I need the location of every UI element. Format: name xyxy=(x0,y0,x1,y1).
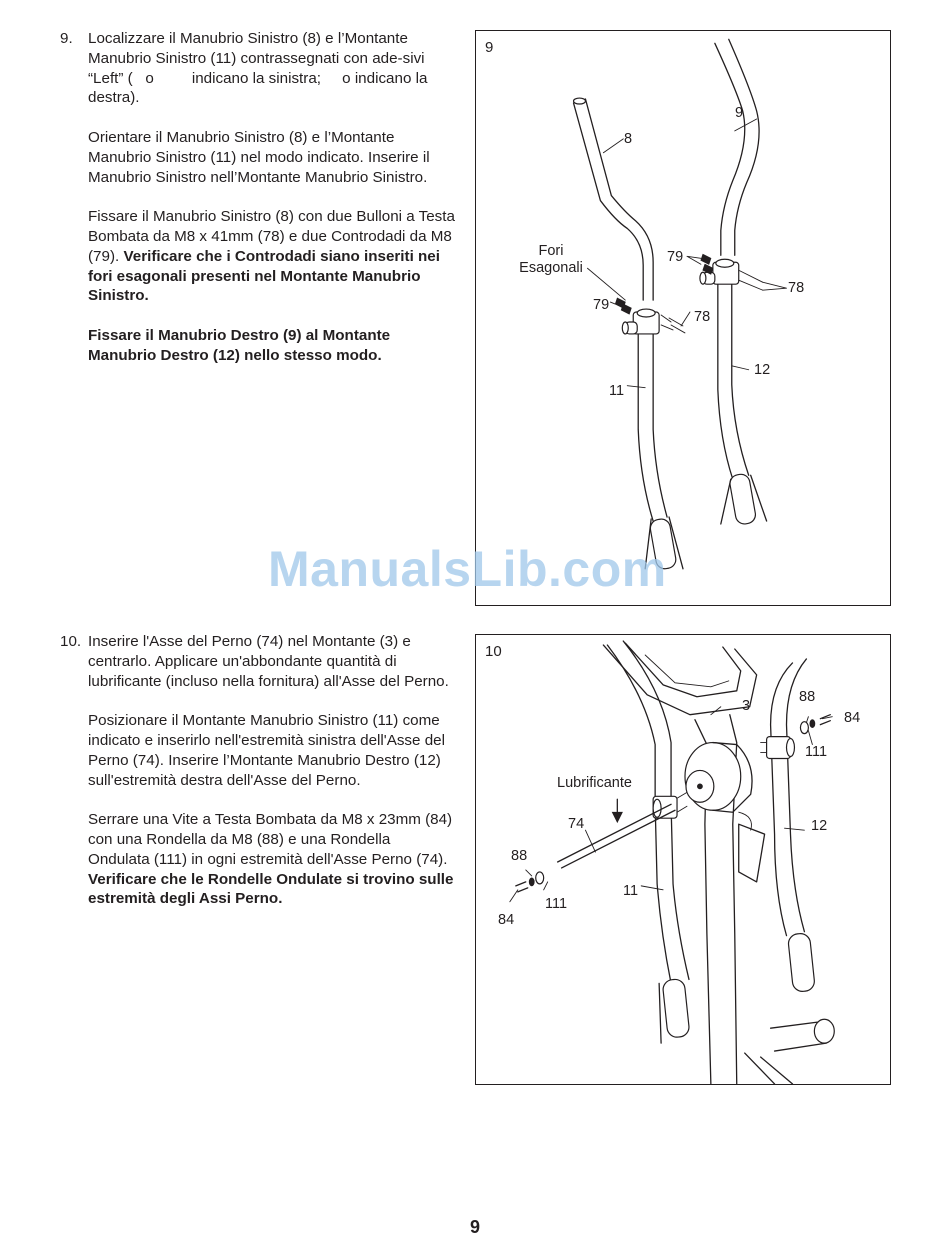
callout-part-8: 8 xyxy=(624,131,633,147)
figure-number: 10 xyxy=(485,643,502,660)
callout-part-84-top: 84 xyxy=(844,710,861,726)
handlebar-diagram xyxy=(476,31,890,605)
callout-part-9: 9 xyxy=(735,105,744,121)
figure-number: 9 xyxy=(485,39,494,56)
step-paragraph: Posizionare il Montante Manubrio Sinistro (11) come indicato e inserirlo nell'estremità sinistra dell'Asse del Perno (74). Inserire l’Montante Manubrio Destro (12) sull'estremità destra dell'Asse del Perno. xyxy=(88,712,445,789)
step-number: 10. xyxy=(60,633,82,650)
callout-part-3: 3 xyxy=(742,698,751,714)
callout-part-78-right: 78 xyxy=(788,280,805,296)
page-number: 9 xyxy=(469,1217,480,1237)
callout-part-111-top: 111 xyxy=(805,744,828,760)
step-9-instructions xyxy=(60,29,455,385)
callout-part-12: 12 xyxy=(754,362,771,378)
figure-9-handlebar-assembly xyxy=(475,30,891,606)
callout-part-11: 11 xyxy=(623,883,639,899)
step-paragraph: Serrare una Vite a Testa Bombata da M8 x 23mm (84) con una Rondella da M8 (88) e una Rondella Ondulata (111) in ogni estremità dell'Asse Perno (74). Verificare che le Rondelle Ondulate si trovino sulle estremità degli Assi Perno. xyxy=(88,811,454,908)
callout-part-111-left: 111 xyxy=(545,896,568,912)
callout-lubrificante: Lubrificante xyxy=(557,775,632,791)
callout-part-88-left: 88 xyxy=(511,848,528,864)
step-paragraph: Localizzare il Manubrio Sinistro (8) e l’Montante Manubrio Sinistro (11) contrassegnati con ade-sivi “Left” ( o indicano la sinistra; o indicano la destra). xyxy=(88,30,428,107)
pivot-axle-diagram xyxy=(476,635,890,1084)
callout-part-74: 74 xyxy=(568,816,585,832)
callout-part-11: 11 xyxy=(609,383,625,399)
step-number: 9. xyxy=(60,30,73,47)
step-paragraph: Orientare il Manubrio Sinistro (8) e l’Montante Manubrio Sinistro (11) nel modo indicato. Inserire il Manubrio Sinistro nell’Montante Manubrio Sinistro. xyxy=(88,128,430,186)
callout-part-88-top: 88 xyxy=(799,689,816,705)
step-paragraph: Inserire l'Asse del Perno (74) nel Montante (3) e centrarlo. Applicare un'abbondante quantità di lubrificante (incluso nella fornitura) all'Asse del Perno. xyxy=(88,633,449,690)
step-10-instructions xyxy=(60,632,455,929)
figure-10-pivot-axle-assembly xyxy=(475,634,891,1085)
callout-part-78-mid: 78 xyxy=(694,309,711,325)
callout-part-79-top: 79 xyxy=(667,249,684,265)
watermark: ManualsLib.com xyxy=(268,541,667,597)
step-paragraph: Fissare il Manubrio Destro (9) al Montante Manubrio Destro (12) nello stesso modo. xyxy=(88,326,391,364)
callout-part-84-left: 84 xyxy=(498,912,515,928)
step-paragraph: Fissare il Manubrio Sinistro (8) con due Bulloni a Testa Bombata da M8 x 41mm (78) e due Controdadi da M8 (79). Verificare che i Controdadi siano inseriti nei fori esagonali presenti nel Montante Manubrio Sinistro. xyxy=(88,208,455,305)
callout-part-79-left: 79 xyxy=(593,297,610,313)
callout-fori-esagonali: Fori Esagonali xyxy=(519,243,583,276)
callout-part-12: 12 xyxy=(811,818,828,834)
